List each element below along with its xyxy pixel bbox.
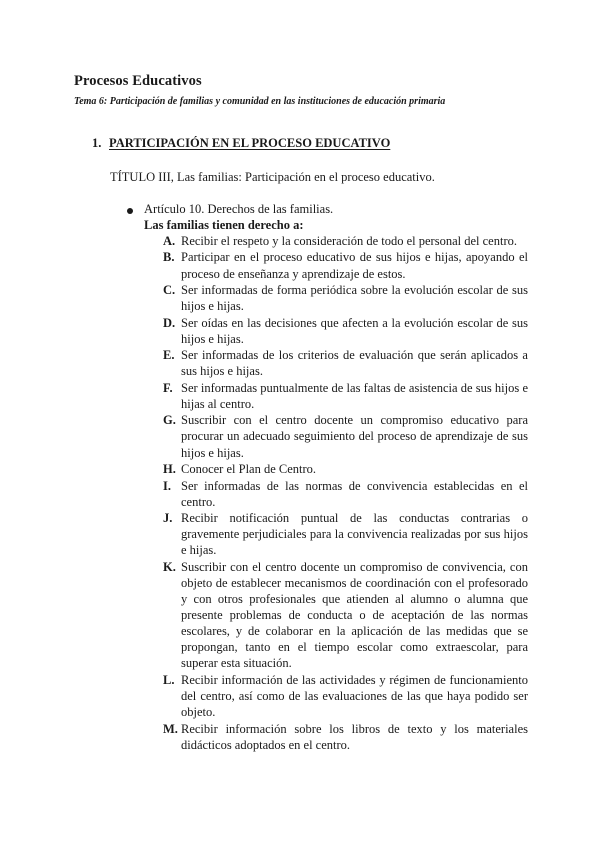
- list-letter: D.: [163, 315, 176, 330]
- list-item: [163, 412, 528, 460]
- list-item: [163, 672, 528, 720]
- document-subtitle: Tema 6: Participación de familias y comunidad en las instituciones de educación primaria: [74, 96, 446, 107]
- list-letter: J.: [163, 511, 173, 526]
- list-item-text: Ser informadas puntualmente de las faltas de asistencia de sus hijos e hijas al centro.: [181, 380, 528, 411]
- section-number: 1.: [92, 136, 102, 150]
- list-item-text: Recibir el respeto y la consideración de todo el personal del centro.: [181, 234, 517, 248]
- list-item-text: Ser oídas en las decisiones que afecten a la evolución escolar de sus hijos e hijas.: [181, 315, 528, 346]
- bullet-text: Artículo 10. Derechos de las familias.: [144, 202, 334, 216]
- list-item: [163, 282, 528, 314]
- list-item: [163, 461, 528, 477]
- list-item-text: Ser informadas de las normas de convivencia establecidas en el centro.: [181, 478, 528, 509]
- list-item-text: Recibir información sobre los libros de texto y los materiales didácticos adoptados en el centro.: [181, 721, 528, 752]
- list-item-text: Ser informadas de forma periódica sobre la evolución escolar de sus hijos e hijas.: [181, 283, 528, 314]
- list-letter: I.: [163, 478, 171, 493]
- list-letter: H.: [163, 462, 176, 477]
- list-letter: G.: [163, 413, 176, 428]
- list-letter: F.: [163, 380, 173, 395]
- list-item: [163, 559, 528, 672]
- document-title: Procesos Educativos: [74, 73, 202, 89]
- section-heading: [92, 136, 390, 151]
- list-item: [163, 721, 528, 753]
- list-item-text: Participar en el proceso educativo de sus hijos e hijas, apoyando el proceso de enseñanza y aprendizaje de estos.: [181, 250, 528, 281]
- list-letter: K.: [163, 559, 176, 574]
- list-item: [163, 315, 528, 347]
- list-item: [163, 233, 528, 249]
- titulo-line: TÍTULO III, Las familias: Participación en el proceso educativo.: [110, 170, 435, 184]
- list-letter: A.: [163, 234, 176, 248]
- list-item-text: Suscribir con el centro docente un compromiso educativo para procurar un adecuado seguimiento del proceso de aprendizaje de sus hijos e hijas.: [181, 413, 528, 460]
- list-letter: L.: [163, 672, 175, 687]
- list-item-text: Suscribir con el centro docente un compromiso de convivencia, con objeto de establecer mecanismos de coordinación con el profesorado y con otros profesionales que atienden al alumno o alumna que presente problemas de conducta o de aceptación de las normas escolares, y de colaborar en la aplicación de las medidas que se propongan, tanto en el tiempo escolar como extraescolar, para superar esta situación.: [181, 559, 528, 671]
- list-item-text: Ser informadas de los criterios de evaluación que serán aplicados a sus hijos e hijas.: [181, 348, 528, 379]
- section-heading-text: PARTICIPACIÓN EN EL PROCESO EDUCATIVO: [109, 136, 391, 150]
- list-letter: C.: [163, 283, 176, 298]
- list-letter: M.: [163, 721, 178, 736]
- list-item: [163, 347, 528, 379]
- list-letter: B.: [163, 250, 175, 265]
- rights-heading: Las familias tienen derecho a:: [144, 218, 304, 232]
- list-item: [163, 249, 528, 281]
- list-letter: E.: [163, 348, 175, 363]
- list-item: [163, 478, 528, 510]
- list-item-text: Conocer el Plan de Centro.: [181, 462, 317, 477]
- list-item: [163, 380, 528, 412]
- rights-list: [163, 233, 528, 753]
- list-item-text: Recibir información de las actividades y régimen de funcionamiento del centro, así como de las evaluaciones de las que haya podido ser objeto.: [181, 672, 528, 720]
- list-item: [163, 510, 528, 558]
- bullet-dot-icon: [127, 208, 133, 214]
- list-item-text: Recibir notificación puntual de las conductas contrarias o gravemente perjudiciales para la convivencia realizadas por sus hijos e hijas.: [181, 511, 528, 558]
